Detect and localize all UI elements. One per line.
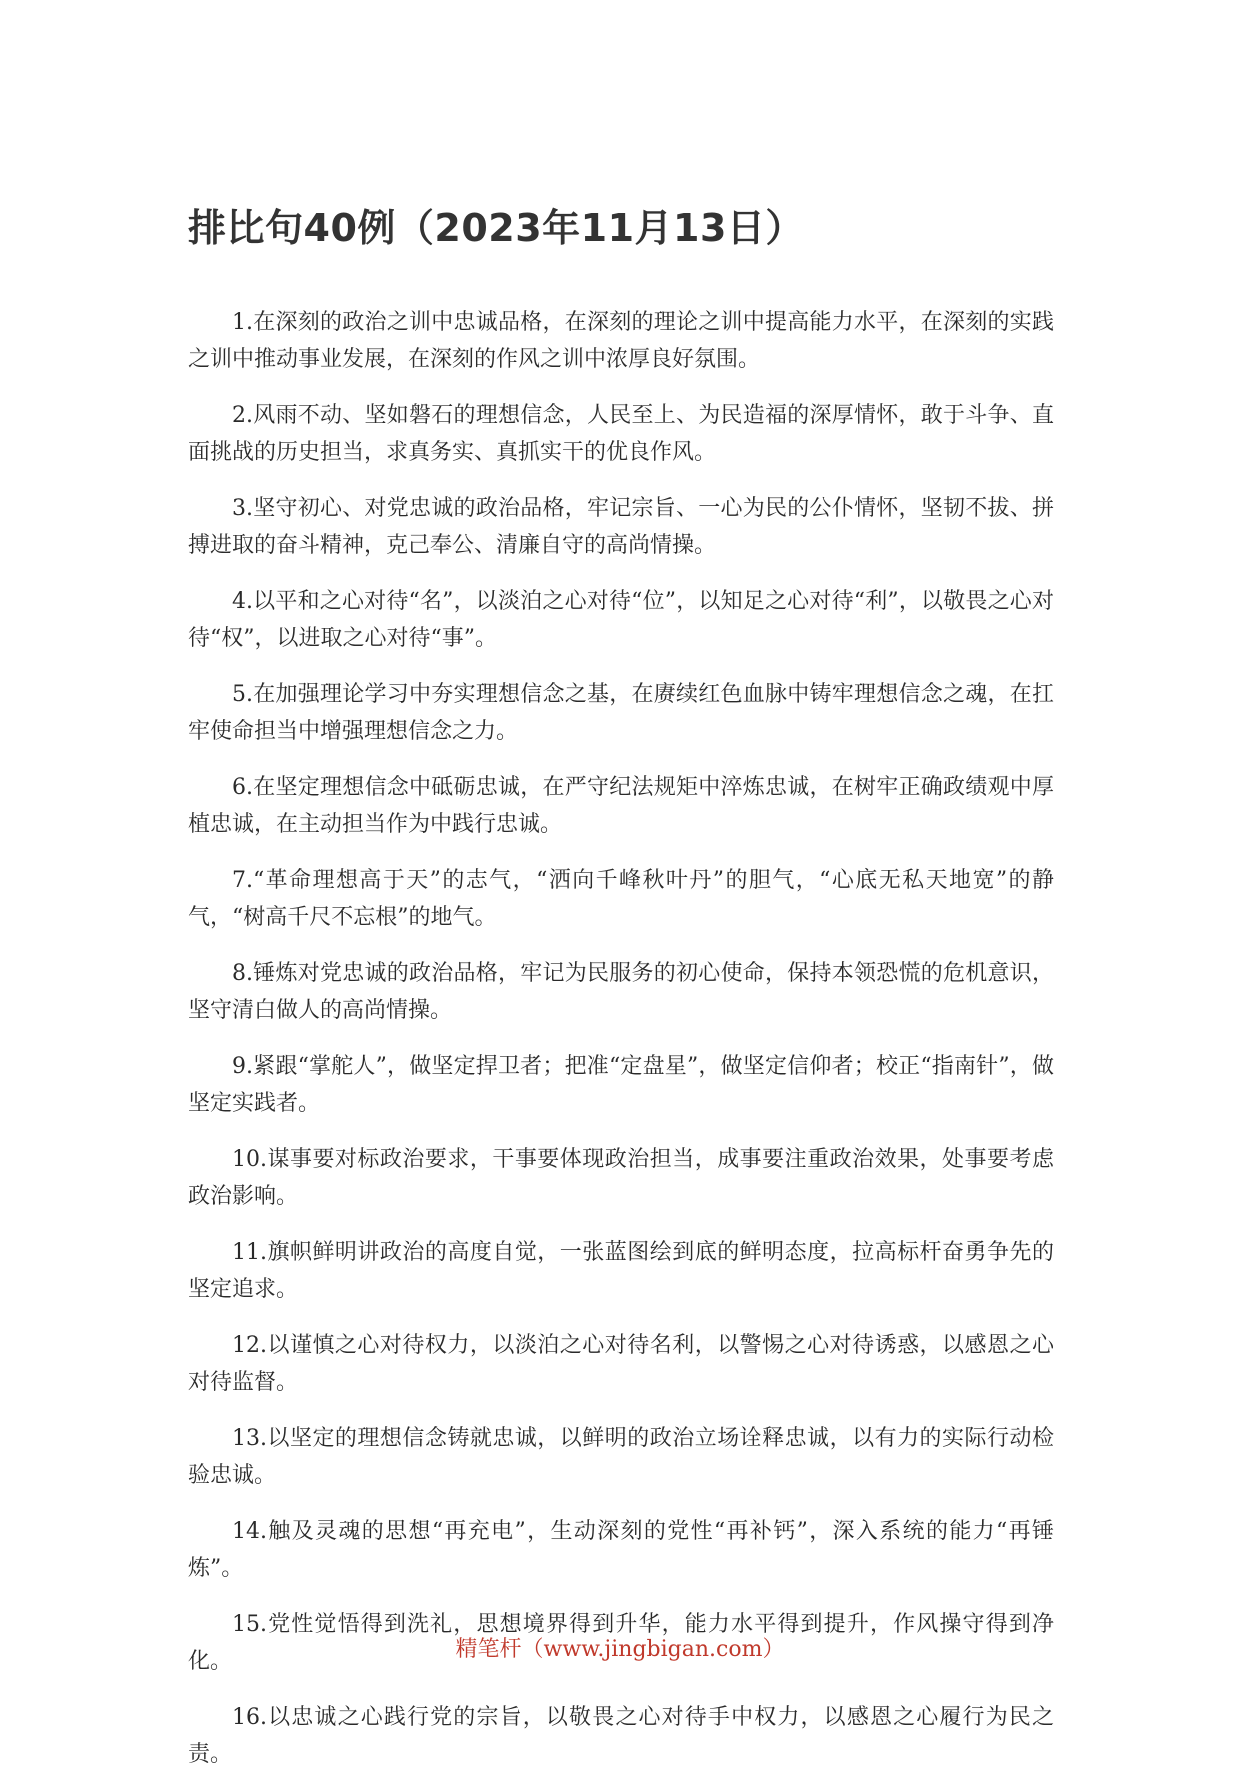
paragraph-1: 1.在深刻的政治之训中忠诚品格，在深刻的理论之训中提高能力水平，在深刻的实践之训中推动事业发展，在深刻的作风之训中浓厚良好氛围。	[188, 310, 1054, 372]
paragraph-15: 15.党性觉悟得到洗礼，思想境界得到升华，能力水平得到提升，作风操守得到净化。	[188, 1612, 1054, 1674]
paragraph-6: 6.在坚定理想信念中砥砺忠诚，在严守纪法规矩中淬炼忠诚，在树牢正确政绩观中厚植忠诚，在主动担当作为中践行忠诚。	[188, 775, 1054, 837]
paragraph-11: 11.旗帜鲜明讲政治的高度自觉，一张蓝图绘到底的鲜明态度，拉高标杆奋勇争先的坚定追求。	[188, 1240, 1054, 1302]
page-title: 排比句40例（2023年11月13日）	[188, 206, 804, 250]
paragraph-7: 7.“革命理想高于天”的志气，“洒向千峰秋叶丹”的胆气，“心底无私天地宽”的静气，“树高千尺不忘根”的地气。	[188, 868, 1054, 930]
document-body	[188, 304, 1054, 1792]
paragraph-5: 5.在加强理论学习中夯实理想信念之基，在赓续红色血脉中铸牢理想信念之魂，在扛牢使命担当中增强理想信念之力。	[188, 682, 1054, 744]
paragraph-16: 16.以忠诚之心践行党的宗旨，以敬畏之心对待手中权力，以感恩之心履行为民之责。	[188, 1705, 1054, 1767]
paragraph-10: 10.谋事要对标政治要求，干事要体现政治担当，成事要注重政治效果，处事要考虑政治影响。	[188, 1147, 1054, 1209]
paragraph-4: 4.以平和之心对待“名”，以淡泊之心对待“位”，以知足之心对待“利”，以敬畏之心对待“权”，以进取之心对待“事”。	[188, 589, 1054, 651]
paragraph-8: 8.锤炼对党忠诚的政治品格，牢记为民服务的初心使命，保持本领恐慌的危机意识，坚守清白做人的高尚情操。	[188, 961, 1054, 1023]
paragraph-12: 12.以谨慎之心对待权力，以淡泊之心对待名利，以警惕之心对待诱惑，以感恩之心对待监督。	[188, 1333, 1054, 1395]
paragraph-9: 9.紧跟“掌舵人”，做坚定捍卫者；把准“定盘星”，做坚定信仰者；校正“指南针”，做坚定实践者。	[188, 1054, 1054, 1116]
paragraph-13: 13.以坚定的理想信念铸就忠诚，以鲜明的政治立场诠释忠诚，以有力的实际行动检验忠诚。	[188, 1426, 1054, 1488]
paragraph-14: 14.触及灵魂的思想“再充电”，生动深刻的党性“再补钙”，深入系统的能力“再锤炼”。	[188, 1519, 1054, 1581]
footer-watermark: 精笔杆（www.jingbigan.com）	[455, 1637, 785, 1662]
paragraph-3: 3.坚守初心、对党忠诚的政治品格，牢记宗旨、一心为民的公仆情怀，坚韧不拔、拼搏进取的奋斗精神，克己奉公、清廉自守的高尚情操。	[188, 496, 1054, 558]
paragraph-2: 2.风雨不动、坚如磐石的理想信念，人民至上、为民造福的深厚情怀，敢于斗争、直面挑战的历史担当，求真务实、真抓实干的优良作风。	[188, 403, 1054, 465]
